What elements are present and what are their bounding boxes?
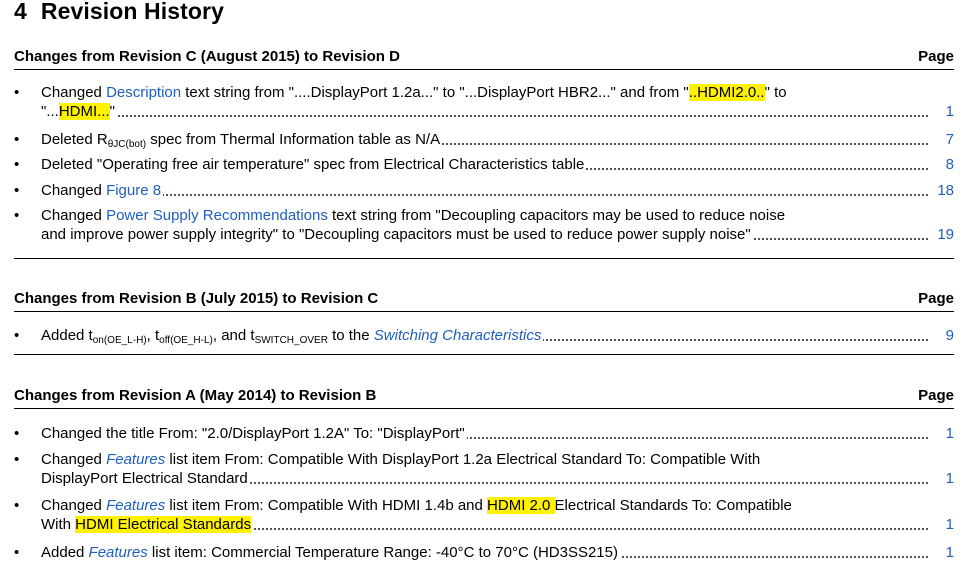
page-column-label: Page: [918, 387, 954, 404]
page-link[interactable]: 18: [934, 181, 954, 200]
figure-8-link[interactable]: Figure 8: [106, 182, 162, 199]
section-divider: [14, 354, 954, 355]
power-supply-recommendations-link[interactable]: Power Supply Recommendations: [106, 207, 328, 224]
section-title: Revision History: [40, 0, 225, 24]
highlight: HDMI Electrical Standards: [75, 516, 252, 533]
page-link[interactable]: 7: [943, 130, 954, 149]
bullet: •: [14, 182, 20, 199]
page-column-label: Page: [918, 290, 954, 307]
page-link[interactable]: 8: [943, 155, 954, 174]
section-number: 4: [14, 0, 27, 24]
page-column-label: Page: [918, 48, 954, 65]
page-link[interactable]: 9: [943, 326, 954, 345]
page-link[interactable]: 1: [943, 469, 954, 488]
highlight: HDMI 2.0: [487, 497, 555, 514]
highlight: ..HDMI2.0..: [688, 84, 765, 101]
section-heading-rev-b: [14, 387, 954, 409]
bullet: •: [14, 207, 20, 224]
features-link[interactable]: Features: [106, 451, 166, 468]
page-title: [14, 0, 224, 25]
page-link[interactable]: 1: [943, 515, 954, 534]
revision-history-page: 4 Revision History Changes from Revision C (August 2015) to Revision D Page • Changed Description text string from "....DisplayPort 1.2a..." to "...DisplayPort HBR2..." and from "..HDMI2.0.." to "...HDMI..." 1 • Deleted $R_{\theta JC(bot)}$ spec from Thermal Information table as N/A 7 • Deleted "Operating free air temperature" spec from Electrical Characteristics table 8 • Changed Figure 8 18 • Changed Power Supply Recommendations text string from "Decoupling capacitors may be used to reduce noise and improve power supply integrity" to "Decoupling capacitors must be used to reduce power supply noise" 19 Changes from Revision B (July 2015) to Revision C Page • Added $t_{on(OE\_L-H)}$, $t_{off(OE\_H-L)}$, and $t_{SWITCH\_OVER}$ to the Switching Characteristics 9 Changes from Revision A (May 2014) to Revision B Page • Changed the title From: "2.0/DisplayPort 1.2A" To: "DisplayPort" 1 • Changed Features list item From: Compatible With DisplayPort 1.2a Electrical Standard To: Compatible With DisplayPort Electrical Standard 1 • Changed Features list item From: Compatible With HDMI 1.4b and HDMI 2.0 Electrical Standards To: Compatible With HDMI Electrical Standards 1 • Added Features list item: Commercial Temperature Range: -40°C to 70°C (HD3SS215) 1: [14, 0, 954, 561]
page-link[interactable]: 19: [934, 225, 954, 244]
bullet: •: [14, 131, 20, 148]
dot-leader: [41, 115, 928, 117]
switching-characteristics-link[interactable]: Switching Characteristics: [373, 327, 542, 344]
dot-leader: [41, 194, 928, 196]
section-heading-rev-d: [14, 48, 954, 70]
section-heading-rev-c: [14, 290, 954, 312]
bullet: •: [14, 156, 20, 173]
bullet: •: [14, 451, 20, 468]
section-heading-text: Changes from Revision C (August 2015) to Revision D: [14, 48, 400, 65]
page-link[interactable]: 1: [943, 543, 954, 562]
section-heading-text: Changes from Revision B (July 2015) to Revision C: [14, 290, 379, 307]
description-link[interactable]: Description: [106, 84, 182, 101]
bullet: •: [14, 497, 20, 514]
bullet: •: [14, 544, 20, 561]
page-link[interactable]: 1: [943, 102, 954, 121]
features-link[interactable]: Features: [106, 497, 166, 514]
section-divider: [14, 258, 954, 259]
bullet: •: [14, 84, 20, 101]
page-link[interactable]: 1: [943, 424, 954, 443]
bullet: •: [14, 327, 20, 344]
bullet: •: [14, 425, 20, 442]
features-link[interactable]: Features: [88, 544, 148, 561]
highlight: HDMI...: [58, 103, 110, 120]
section-heading-text: Changes from Revision A (May 2014) to Revision B: [14, 387, 377, 404]
